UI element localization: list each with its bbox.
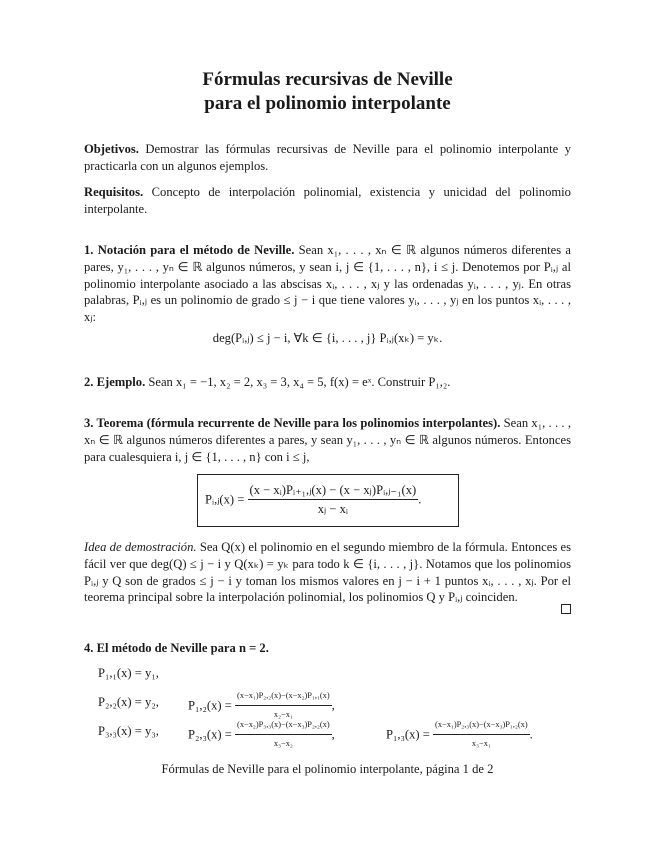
formula-p22: P₂,₂(x) = y₂, (98, 695, 159, 709)
formula-p13-fraction (433, 717, 530, 752)
formula-p13 (386, 717, 533, 752)
requisitos-label: Requisitos. (84, 185, 144, 199)
formula-p12-comma: , (331, 698, 335, 713)
objetivos-paragraph (84, 141, 571, 175)
formula-p23-denominator: x₃−x₂ (273, 739, 293, 748)
formula-p13-denominator: x₃−x₁ (471, 739, 491, 748)
formula-p23-lhs: P₂,₃(x) = (188, 727, 232, 742)
page-footer: Fórmulas de Neville para el polinomio interpolante, página 1 de 2 (161, 762, 494, 776)
formula-p13-period: . (529, 727, 533, 742)
neville-formula-fraction (248, 482, 422, 517)
formula-p23-fraction (235, 717, 332, 752)
formula-p23 (188, 717, 335, 752)
neville-formula-lhs: Pᵢ,ⱼ(x) = (205, 492, 245, 507)
objetivos-text: Demostrar las fórmulas recursivas de Neville para el polinomio interpolante y practicarla con un algunos ejemplos. (84, 142, 571, 173)
qed-square (561, 604, 571, 614)
section-2-text: Sean x₁ = −1, x₂ = 2, x₃ = 3, x₄ = 5, f(x) = eˣ. Construir P₁,₂. (148, 375, 451, 389)
section-1-text: Sean x₁, . . . , xₙ ∈ ℝ algunos números diferentes a pares, y₁, . . . , yₙ ∈ ℝ algunos números, y sean i, j ∈ {1, . . . , n}, i ≤ j. Denotemos por Pᵢ,ⱼ al polinomio interpolante asociado a las abscisas xᵢ, . . . , xⱼ y las ordenadas yᵢ, . . . , yⱼ. En otras palabras, Pᵢ,ⱼ es un polinomio de grado ≤ j − i que tiene valores yᵢ, . . . , yⱼ en los puntos xᵢ, . . . , xⱼ: (84, 243, 571, 325)
neville-formula-numerator: (x − xᵢ)Pᵢ₊₁,ⱼ(x) − (x − xⱼ)Pᵢ,ⱼ₋₁(x) (248, 482, 419, 500)
formula-p13-lhs: P₁,₃(x) = (386, 727, 430, 742)
section-2-heading: 2. Ejemplo. (84, 375, 146, 389)
formula-p33: P₃,₃(x) = y₃, (98, 724, 159, 738)
section-4 (84, 640, 571, 657)
formula-p12-numerator: (x−x₁)P₂,₂(x)−(x−x₂)P₁,₁(x) (235, 688, 332, 706)
section-3-heading: 3. Teorema (fórmula recurrente de Neville para los polinomios interpolantes). (84, 416, 501, 430)
proof-idea-text: Sea Q(x) el polinomio en el segundo miembro de la fórmula. Entonces es fácil ver que deg(Q) ≤ j − i y Q(xₖ) = yₖ para todo k ∈ {i, . . . , j}. Notamos que los polinomios Pᵢ,ⱼ y Q son de grados ≤ j − i y toman los mismos valores en j − i + 1 puntos xᵢ, . . . , xⱼ. Por el teorema principal sobre la interpolación polinomial, los polinomios Q y Pᵢ,ⱼ coinciden. (84, 540, 571, 605)
neville-formula-denominator: xⱼ − xᵢ (317, 502, 348, 516)
neville-formula-period: . (418, 492, 422, 507)
section-2 (84, 374, 571, 391)
proof-idea-label: Idea de demostración. (84, 540, 197, 554)
requisitos-text: Concepto de interpolación polinomial, existencia y unicidad del polinomio interpolante. (84, 185, 571, 216)
objetivos-label: Objetivos. (84, 142, 139, 156)
formula-p12-lhs: P₁,₂(x) = (188, 698, 232, 713)
section-1-heading: 1. Notación para el método de Neville. (84, 243, 295, 257)
requisitos-paragraph (84, 184, 571, 218)
section-1-formula: deg(Pᵢ,ⱼ) ≤ j − i, ∀k ∈ {i, . . . , j} Pᵢ,ⱼ(xₖ) = yₖ. (212, 331, 443, 345)
formula-p13-numerator: (x−x₁)P₂,₃(x)−(x−x₃)P₁,₂(x) (433, 717, 530, 735)
section-3 (84, 415, 571, 465)
formula-p23-numerator: (x−x₂)P₃,₃(x)−(x−x₃)P₂,₂(x) (235, 717, 332, 735)
section-4-heading: 4. El método de Neville para n = 2. (84, 641, 269, 655)
title-line-1: Fórmulas recursivas de Neville (202, 69, 453, 90)
formula-p11: P₁,₁(x) = y₁, (98, 666, 159, 680)
neville-formula (205, 482, 421, 517)
formula-p23-comma: , (331, 727, 335, 742)
proof-idea (84, 539, 571, 606)
title-line-2: para el polinomio interpolante (204, 93, 451, 114)
section-3-text: Sean x₁, . . . , xₙ ∈ ℝ algunos números diferentes a pares, y sean y₁, . . . , yₙ ∈ ℝ algunos números. Entonces para cualesquiera i, j ∈ {1, . . . , n} con i ≤ j, (84, 416, 571, 464)
formula-p12-denominator: x₂−x₁ (273, 710, 293, 719)
section-1 (84, 242, 571, 326)
